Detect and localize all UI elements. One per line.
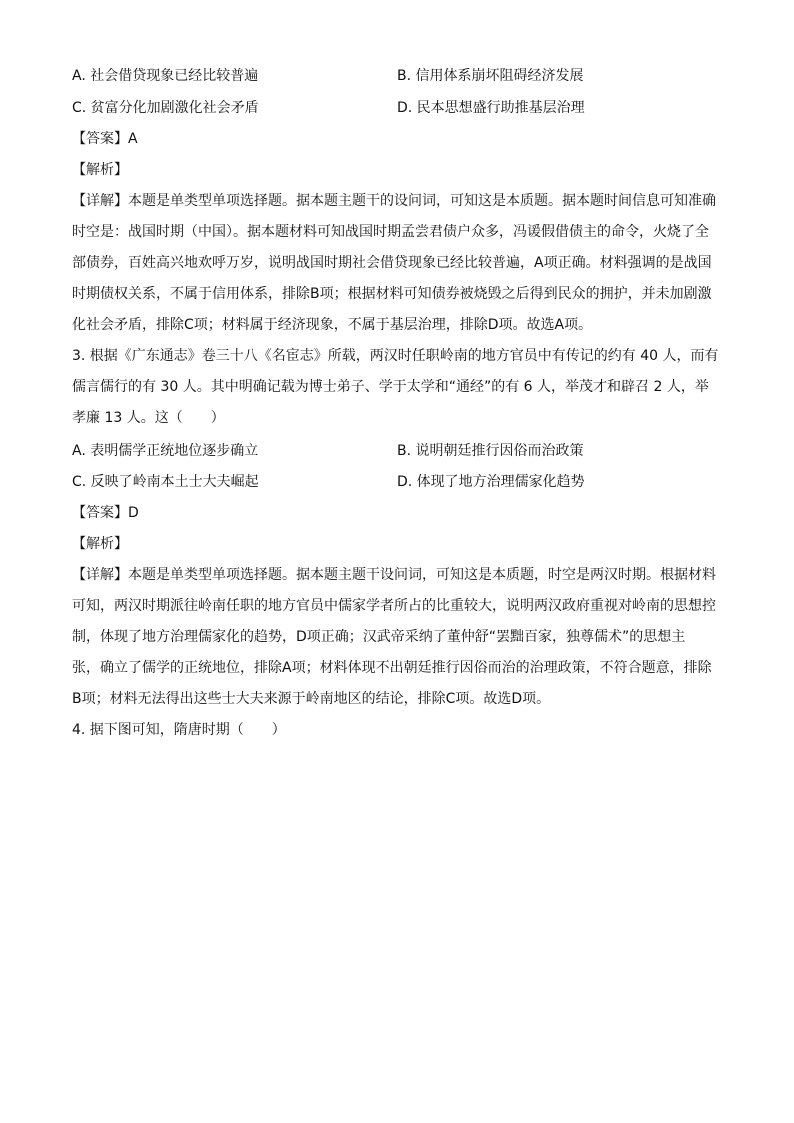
q3-stem-line: 3. 根据《广东通志》卷三十八《名宦志》所载，两汉时任职岭南的地方官员中有传记的约有 40 人，而有	[72, 348, 719, 364]
q3-option-a: A. 表明儒学正统地位逐步确立	[72, 443, 259, 459]
q2-option-d: D. 民本思想盛行助推基层治理	[397, 100, 585, 116]
q3-detail-line: 可知，两汉时期派往岭南任职的地方官员中儒家学者所占的比重较大，说明两汉政府重视对岭南的思想控	[72, 598, 716, 614]
q3-detail-line: 张，确立了儒学的正统地位，排除A项；材料体现不出朝廷推行因俗而治的治理政策，不符合题意，排除	[72, 660, 712, 676]
q2-detail-line: 化社会矛盾，排除C项；材料属于经济现象，不属于基层治理，排除D项。故选A项。	[72, 317, 593, 333]
q2-detail-line: 部债券，百姓高兴地欢呼万岁，说明战国时期社会借贷现象已经比较普遍，A项正确。材料强调的是战国	[72, 255, 712, 271]
q2-detail-line: 时期债权关系，不属于信用体系，排除B项；根据材料可知债券被烧毁之后得到民众的拥护，并未加剧激	[72, 286, 712, 302]
q3-detail-line: 【详解】本题是单类型单项选择题。据本题主题干设问词，可知这是本质题，时空是两汉时期。根据材料	[72, 567, 716, 583]
q2-option-b: B. 信用体系崩坏阻碍经济发展	[397, 68, 584, 84]
q3-stem-line: 儒言儒行的有 30 人。其中明确记载为博士弟子、学于太学和“通经”的有 6 人，举茂才和辟召 2 人，举	[72, 379, 709, 395]
q2-analysis-title: 【解析】	[72, 162, 128, 178]
q2-option-a: A. 社会借贷现象已经比较普遍	[72, 68, 259, 84]
q3-option-d: D. 体现了地方治理儒家化趋势	[397, 474, 585, 490]
q3-detail-line: 制，体现了地方治理儒家化的趋势，D项正确；汉武帝采纳了董仲舒“罢黜百家，独尊儒术”的思想主	[72, 629, 686, 645]
q2-option-c: C. 贫富分化加剧激化社会矛盾	[72, 100, 259, 116]
q4-stem: 4. 据下图可知，隋唐时期（ ）	[72, 722, 286, 738]
q3-stem-line: 孝廉 13 人。这（ ）	[72, 410, 225, 426]
q3-detail-line: B项；材料无法得出这些士大夫来源于岭南地区的结论，排除C项。故选D项。	[72, 691, 551, 707]
q3-option-c: C. 反映了岭南本土士大夫崛起	[72, 474, 259, 490]
q3-analysis-title: 【解析】	[72, 536, 128, 552]
q2-detail-line: 【详解】本题是单类型单项选择题。据本题主题干的设问词，可知这是本质题。据本题时间信息可知准确	[72, 193, 716, 209]
q3-answer: 【答案】D	[72, 505, 139, 521]
q2-answer: 【答案】A	[72, 131, 138, 147]
q2-detail-line: 时空是：战国时期（中国）。据本题材料可知战国时期孟尝君债户众多，冯谖假借债主的命令，火烧了全	[72, 224, 709, 240]
q3-option-b: B. 说明朝廷推行因俗而治政策	[397, 443, 584, 459]
